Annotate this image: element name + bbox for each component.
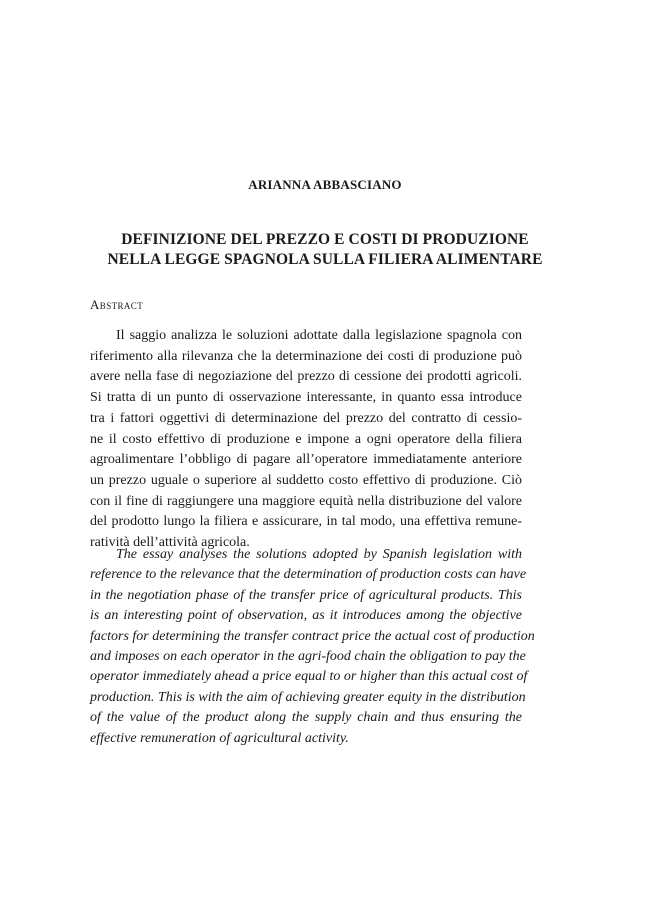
text-line: riferimento alla rilevanza che la determinazione dei costi di produzione può (90, 348, 522, 364)
text-line: effective remuneration of agricultural activity. (90, 730, 349, 746)
text-line: and imposes on each operator in the agri-food chain the obligation to pay the (90, 649, 526, 665)
text-line: is an interesting point of observation, as it introduces among the objective (90, 608, 522, 624)
text-line: reference to the relevance that the determination of production costs can have (90, 567, 527, 583)
text-line: The essay analyses the solutions adopted by Spanish legislation with (116, 547, 522, 562)
text-line: del prodotto lungo la filiera e assicurare, in tal modo, una effettiva remune- (90, 514, 522, 530)
text-line: Si tratta di un punto di osservazione interessante, in quanto essa introduce (90, 390, 522, 406)
text-line: ratività dell’attività agricola. (90, 535, 250, 551)
text-line: operator immediately ahead a price equal to or higher than this actual cost of (90, 669, 528, 685)
text-line: production. This is with the aim of achieving greater equity in the distribution (90, 689, 526, 705)
abstract-heading: Abstract (90, 297, 144, 312)
text-line: ne il costo effettivo di produzione e impone a ogni operatore della filiera (90, 431, 522, 447)
text-line: tra i fattori oggettivi di determinazione del prezzo del contratto di cessio- (90, 410, 522, 426)
text-line: factors for determining the transfer contract price the actual cost of production (90, 628, 535, 644)
text-line: con il fine di raggiungere una maggiore equità nella distribuzione del valore (90, 493, 522, 509)
text-line: un prezzo uguale o superiore al suddetto costo effettivo di produzione. Ciò (90, 472, 522, 488)
text-line: in the negotiation phase of the transfer price of agricultural products. This (90, 587, 522, 603)
abstract-italian-paragraph (90, 326, 522, 554)
text-line: agroalimentare l’obbligo di pagare all’operatore immediatamente anteriore (90, 452, 522, 468)
article-title (60, 230, 590, 270)
author-name: ARIANNA ABBASCIANO (248, 177, 402, 192)
title-line: DEFINIZIONE DEL PREZZO E COSTI DI PRODUZIONE (121, 231, 529, 248)
abstract-english-paragraph (90, 545, 535, 749)
text-line: avere nella fase di negoziazione del prezzo di cessione dei prodotti agricoli. (90, 369, 522, 385)
text-line: Il saggio analizza le soluzioni adottate dalla legislazione spagnola con (116, 328, 522, 343)
title-line: NELLA LEGGE SPAGNOLA SULLA FILIERA ALIMENTARE (107, 251, 543, 268)
text-line: of the value of the product along the supply chain and thus ensuring the (90, 710, 522, 726)
